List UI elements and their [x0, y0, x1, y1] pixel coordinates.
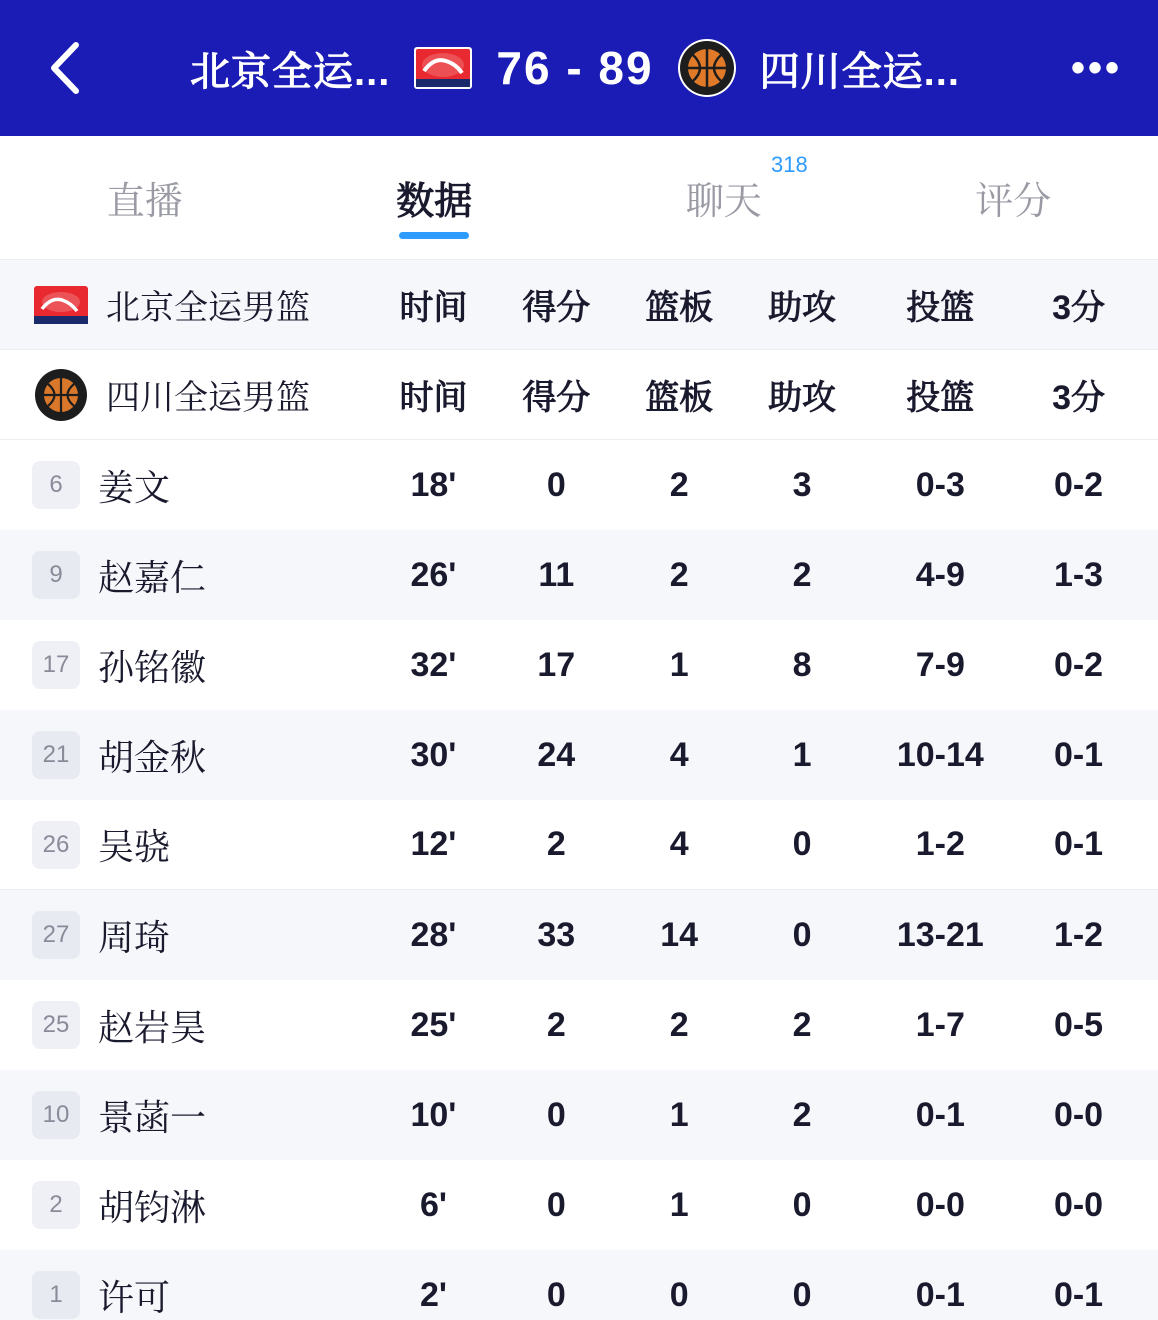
stat-rebounds: 1	[669, 1185, 689, 1224]
tab-live-label: 直播	[106, 181, 183, 223]
col-header-fieldgoals: 投篮	[906, 289, 975, 327]
stat-rebounds: 1	[669, 1095, 689, 1134]
stat-threepointers: 0-5	[1053, 1005, 1104, 1044]
table-row[interactable]	[0, 1160, 1158, 1250]
jersey-number: 27	[32, 911, 80, 959]
stat-fieldgoals: 1-2	[915, 825, 965, 863]
stat-fieldgoals: 0-3	[915, 465, 965, 504]
jersey-number: 25	[32, 1001, 80, 1049]
player-cell	[32, 1000, 372, 1051]
stat-minutes: 10'	[410, 1095, 457, 1134]
home-team-label: 北京全运男篮	[106, 289, 310, 327]
jersey-number: 2	[32, 1181, 80, 1229]
stat-threepointers: 0-2	[1053, 465, 1104, 504]
table-row[interactable]	[0, 1250, 1158, 1320]
stat-fieldgoals: 0-1	[915, 1095, 965, 1134]
away-team-name: 四川全运...	[759, 49, 960, 94]
tab-stats[interactable]	[290, 136, 580, 259]
stat-threepointers: 0-1	[1053, 1275, 1104, 1314]
stat-points: 24	[537, 735, 576, 774]
stat-assists: 0	[792, 915, 812, 954]
stat-fieldgoals: 0-0	[915, 1185, 965, 1224]
stat-fieldgoals: 1-7	[915, 1005, 965, 1044]
stat-rebounds: 2	[669, 1005, 689, 1044]
table-row[interactable]	[0, 890, 1158, 980]
stat-threepointers: 0-0	[1053, 1185, 1104, 1224]
chat-badge-count: 318	[771, 152, 808, 177]
stat-rebounds: 14	[660, 915, 699, 954]
beijing-logo-icon	[33, 285, 89, 325]
boxscore-table	[0, 260, 1158, 1320]
col-header-threepointers: 3分	[1052, 289, 1105, 327]
player-name: 赵岩昊	[98, 1006, 207, 1048]
home-team-cell	[32, 276, 372, 334]
stat-fieldgoals: 10-14	[896, 735, 984, 774]
stat-rebounds: 2	[669, 465, 689, 504]
table-row[interactable]	[0, 710, 1158, 800]
col-header-rebounds-2: 篮板	[645, 379, 714, 417]
table-header-home[interactable]	[0, 260, 1158, 350]
player-name: 赵嘉仁	[98, 556, 207, 598]
stat-assists: 2	[792, 1005, 812, 1044]
col-header-points-2: 得分	[522, 379, 591, 417]
stat-assists: 0	[792, 1275, 812, 1314]
away-team-logo	[676, 37, 738, 99]
stat-threepointers: 0-1	[1053, 735, 1104, 774]
col-header-minutes: 时间	[399, 289, 468, 327]
stat-points: 17	[537, 645, 576, 684]
stat-points: 2	[546, 1005, 566, 1044]
stat-threepointers: 0-0	[1053, 1095, 1104, 1134]
stat-fieldgoals: 0-1	[915, 1275, 965, 1314]
stat-rebounds: 4	[669, 735, 689, 774]
stat-points: 0	[546, 1095, 566, 1134]
stat-assists: 0	[792, 1185, 812, 1224]
stat-assists: 2	[792, 555, 812, 594]
stat-minutes: 25'	[410, 1005, 457, 1044]
jersey-number: 6	[32, 461, 80, 509]
table-header-away[interactable]	[0, 350, 1158, 440]
player-name: 胡钧淋	[98, 1186, 207, 1228]
stat-fieldgoals: 13-21	[896, 915, 984, 954]
stat-rebounds: 2	[669, 555, 689, 594]
tab-bar	[0, 136, 1158, 260]
stat-points: 0	[546, 1185, 566, 1224]
more-options-button[interactable]: •••	[1070, 46, 1122, 90]
table-row[interactable]	[0, 530, 1158, 620]
sichuan-logo-icon	[34, 368, 88, 422]
stat-minutes: 26'	[410, 555, 457, 594]
player-name: 孙铭徽	[98, 646, 207, 688]
stat-threepointers: 1-2	[1053, 915, 1104, 954]
stat-assists: 1	[792, 735, 812, 774]
away-team-label: 四川全运男篮	[106, 379, 310, 417]
jersey-number: 9	[32, 551, 80, 599]
player-cell	[32, 550, 372, 601]
player-cell	[32, 460, 372, 511]
player-cell	[32, 1090, 372, 1141]
stat-minutes: 12'	[410, 825, 457, 863]
stat-fieldgoals: 7-9	[915, 645, 965, 684]
stat-minutes: 18'	[410, 465, 457, 504]
tab-rating[interactable]	[869, 136, 1158, 259]
stat-threepointers: 1-3	[1053, 555, 1104, 594]
stat-rebounds: 0	[669, 1275, 689, 1314]
player-cell	[32, 730, 372, 781]
stat-minutes: 30'	[410, 735, 457, 774]
stat-minutes: 28'	[410, 915, 457, 954]
tab-chat-label: 聊天 318	[685, 152, 808, 223]
sichuan-logo-icon	[676, 37, 738, 99]
away-team-logo-small	[32, 366, 90, 424]
away-team-cell	[32, 366, 372, 424]
tab-stats-label: 数据	[396, 181, 473, 223]
col-header-minutes-2: 时间	[399, 379, 468, 417]
stat-assists: 3	[792, 465, 812, 504]
player-name: 周琦	[98, 916, 171, 958]
col-header-assists: 助攻	[768, 289, 837, 327]
player-cell	[32, 1180, 372, 1231]
player-cell	[32, 910, 372, 961]
col-header-threepointers-2: 3分	[1052, 379, 1105, 417]
player-name: 胡金秋	[98, 736, 207, 778]
back-button[interactable]	[36, 39, 94, 97]
player-cell	[32, 819, 372, 870]
jersey-number: 17	[32, 641, 80, 689]
home-team-logo-small	[32, 276, 90, 334]
table-row[interactable]	[0, 800, 1158, 890]
stat-fieldgoals: 4-9	[915, 555, 965, 594]
stat-assists: 8	[792, 645, 812, 684]
stat-minutes: 6'	[419, 1185, 447, 1224]
beijing-logo-icon	[412, 37, 474, 99]
stat-rebounds: 4	[669, 825, 689, 863]
jersey-number: 26	[32, 821, 80, 869]
player-name: 景菡一	[98, 1096, 207, 1138]
stat-threepointers: 0-2	[1053, 645, 1104, 684]
table-row[interactable]	[0, 440, 1158, 530]
home-team-logo	[412, 37, 474, 99]
tab-rating-label: 评分	[975, 181, 1052, 223]
player-cell	[32, 1270, 372, 1320]
tab-live[interactable]	[0, 136, 290, 259]
col-header-points: 得分	[522, 289, 591, 327]
app-header	[0, 0, 1158, 136]
stat-rebounds: 1	[669, 645, 689, 684]
player-name: 吴骁	[98, 826, 171, 867]
stat-threepointers: 0-1	[1053, 825, 1104, 863]
jersey-number: 1	[32, 1271, 80, 1319]
chevron-left-icon	[44, 39, 86, 97]
jersey-number: 10	[32, 1091, 80, 1139]
stat-assists: 0	[792, 825, 812, 863]
stat-points: 33	[537, 915, 576, 954]
jersey-number: 21	[32, 731, 80, 779]
col-header-fieldgoals-2: 投篮	[906, 379, 975, 417]
home-team-name: 北京全运...	[190, 49, 391, 94]
stat-points: 0	[546, 465, 566, 504]
stat-minutes: 2'	[419, 1275, 447, 1314]
stat-points: 2	[546, 825, 566, 863]
player-name: 姜文	[98, 466, 171, 508]
table-row[interactable]	[0, 980, 1158, 1070]
table-row[interactable]	[0, 1070, 1158, 1160]
col-header-assists-2: 助攻	[768, 379, 837, 417]
tab-chat[interactable]	[579, 136, 869, 259]
player-cell	[32, 640, 372, 691]
header-scoreboard	[94, 37, 1056, 99]
stat-assists: 2	[792, 1095, 812, 1134]
stat-points: 0	[546, 1275, 566, 1314]
table-row[interactable]	[0, 620, 1158, 710]
stat-minutes: 32'	[410, 645, 457, 684]
score-display: 76 - 89	[496, 42, 654, 94]
tab-active-indicator	[399, 232, 469, 239]
player-name: 许可	[98, 1276, 171, 1318]
stat-points: 11	[538, 555, 575, 594]
col-header-rebounds: 篮板	[645, 289, 714, 327]
